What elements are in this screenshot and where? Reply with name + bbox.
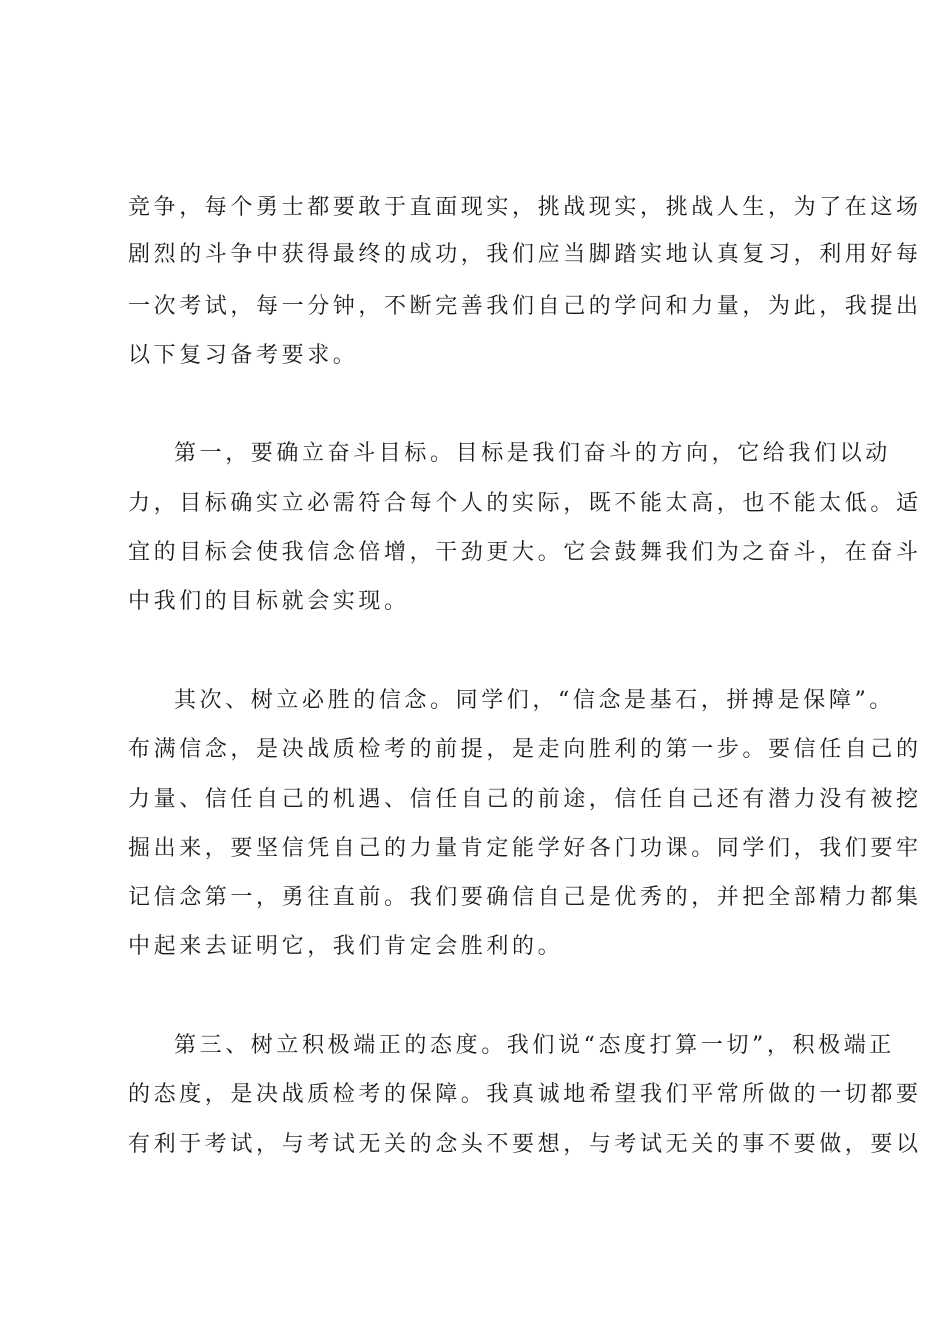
paragraph-2-line-3: 宜的目标会使我信念倍增，干劲更大。它会鼓舞我们为之奋斗，在奋斗 — [128, 540, 922, 565]
paragraph-3-line-4: 掘出来，要坚信凭自己的力量肯定能学好各门功课。同学们，我们要牢 — [128, 836, 922, 861]
paragraph-3-line-3: 力量、信任自己的机遇、信任自己的前途，信任自己还有潜力没有被挖 — [128, 787, 922, 812]
paragraph-1-line-4: 以下复习备考要求。 — [128, 343, 359, 368]
paragraph-3-line-1: 其次、树立必胜的信念。同学们，“信念是基石，拼搏是保障”。 — [174, 688, 895, 713]
paragraph-1-line-2: 剧烈的斗争中获得最终的成功，我们应当脚踏实地认真复习，利用好每 — [128, 242, 922, 267]
paragraph-3-line-2: 布满信念，是决战质检考的前提，是走向胜利的第一步。要信任自己的 — [128, 737, 922, 762]
paragraph-2-line-1: 第一，要确立奋斗目标。目标是我们奋斗的方向，它给我们以动 — [174, 441, 891, 466]
paragraph-4-line-3: 有利于考试，与考试无关的念头不要想，与考试无关的事不要做，要以 — [128, 1132, 922, 1157]
paragraph-2-line-2: 力，目标确实立必需符合每个人的实际，既不能太高，也不能太低。适 — [128, 491, 922, 516]
paragraph-4-line-1: 第三、树立积极端正的态度。我们说“态度打算一切”，积极端正 — [174, 1033, 895, 1058]
paragraph-3-line-6: 中起来去证明它，我们肯定会胜利的。 — [128, 934, 564, 959]
paragraph-4-line-2: 的态度，是决战质检考的保障。我真诚地希望我们平常所做的一切都要 — [128, 1082, 922, 1107]
paragraph-3-line-5: 记信念第一，勇往直前。我们要确信自己是优秀的，并把全部精力都集 — [128, 885, 922, 910]
paragraph-2-line-4: 中我们的目标就会实现。 — [128, 589, 410, 614]
paragraph-1-line-3: 一次考试，每一分钟，不断完善我们自己的学问和力量，为此，我提出 — [128, 294, 922, 319]
paragraph-1-line-1: 竞争，每个勇士都要敢于直面现实，挑战现实，挑战人生，为了在这场 — [128, 195, 922, 220]
